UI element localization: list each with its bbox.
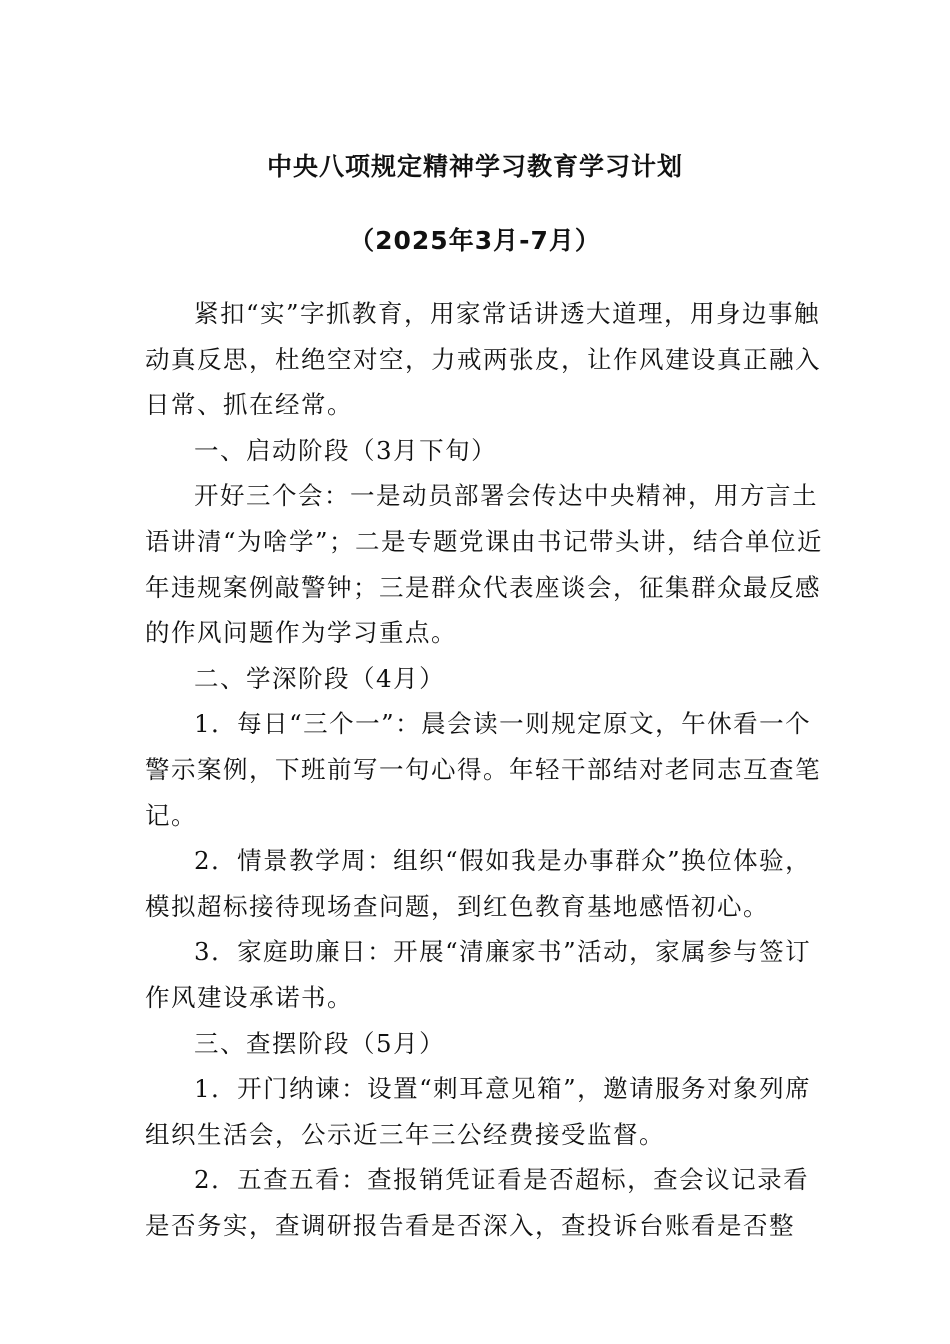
body-paragraph: 开好三个会：一是动员部署会传达中央精神，用方言土语讲清“为啥学”；二是专题党课由书记带头讲，结合单位近年违规案例敲警钟；三是群众代表座谈会，征集群众最反感的作风问题作为学习重点。 [145, 481, 824, 648]
list-item: 1．开门纳谏：设置“刺耳意见箱”，邀请服务对象列席组织生活会，公示近三年三公经费接受监督。 [145, 1074, 812, 1149]
intro-paragraph: 紧扣“实”字抓教育，用家常话讲透大道理，用身边事触动真反思，杜绝空对空，力戒两张皮，让作风建设真正融入日常、抓在经常。 [145, 299, 821, 420]
list-item: 3．家庭助廉日：开展“清廉家书”活动，家属参与签订作风建设承诺书。 [145, 937, 812, 1012]
list-item: 2．情景教学周：组织“假如我是办事群众”换位体验，模拟超标接待现场查问题，到红色教育基地感悟初心。 [145, 846, 812, 921]
list-item: 1．每日“三个一”：晨会读一则规定原文，午休看一个警示案例，下班前写一句心得。年轻干部结对老同志互查笔记。 [145, 709, 821, 830]
document-body [145, 291, 825, 1248]
list-item: 2．五查五看：查报销凭证看是否超标，查会议记录看是否务实，查调研报告看是否深入，查投诉台账看是否整 [145, 1165, 810, 1240]
document-title: 中央八项规定精神学习教育学习计划 [266, 152, 683, 181]
section-heading-1: 一、启动阶段（3月下旬） [194, 435, 498, 465]
section-heading-2: 二、学深阶段（4月） [194, 663, 446, 693]
section-heading-3: 三、查摆阶段（5月） [194, 1028, 446, 1058]
document-subtitle: （2025年3月-7月） [349, 226, 601, 255]
